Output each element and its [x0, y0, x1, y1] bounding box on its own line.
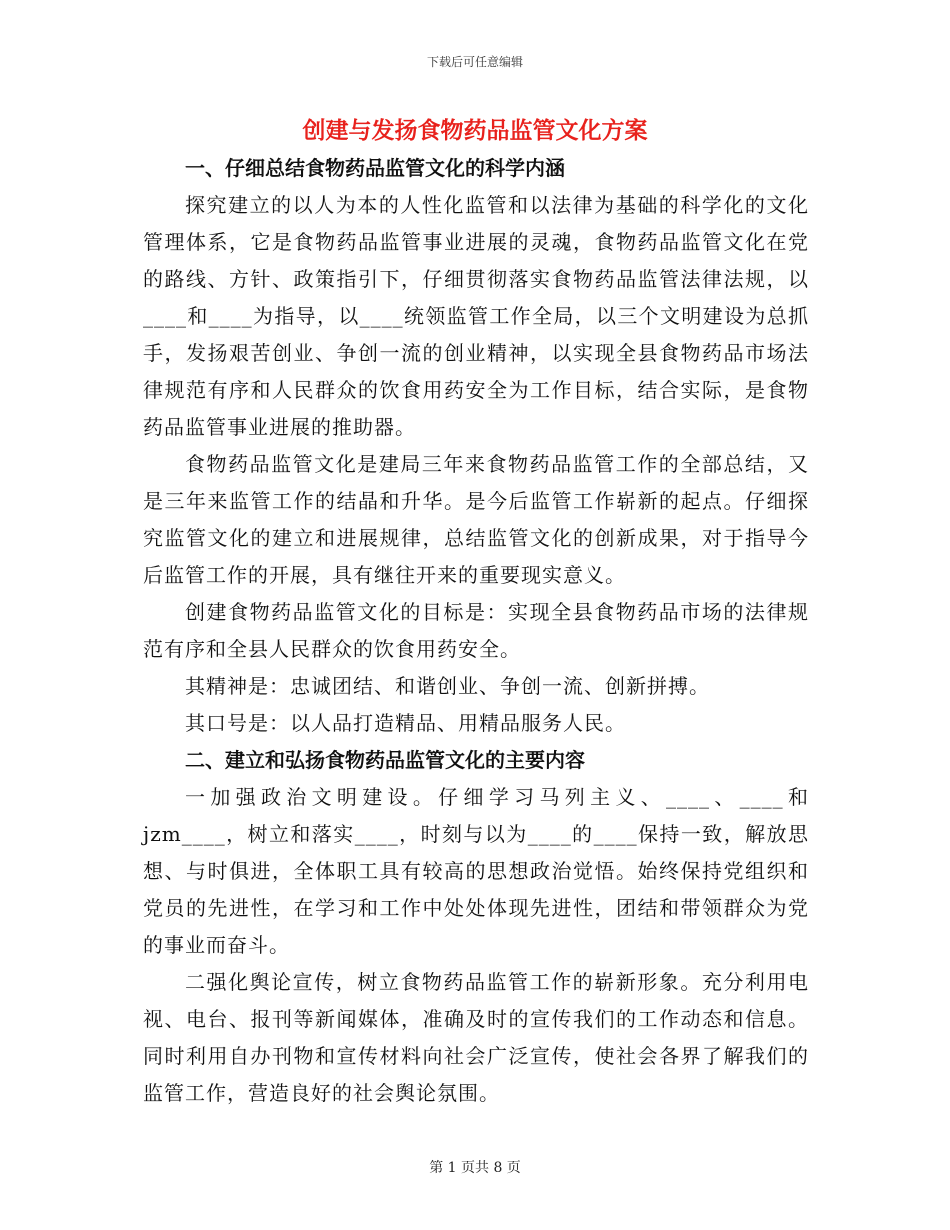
page-footer-number: 第 1 页共 8 页	[429, 1160, 521, 1176]
section-2-paragraph-2: 二强化舆论宣传，树立食物药品监管工作的崭新形象。充分利用电视、电台、报刊等新闻媒体，准确及时的宣传我们的工作动态和信息。同时利用自办刊物和宣传材料向社会广泛宣传，使社会各界了解我们的监管工作，营造良好的社会舆论氛围。	[143, 970, 809, 1105]
section-2-heading: 二、建立和弘扬食物药品监管文化的主要内容	[185, 748, 585, 772]
page-header-note: 下载后可任意编辑	[426, 55, 523, 69]
section-2-paragraph-1: 一加强政治文明建设。仔细学习马列主义、____、____和jzm____，树立和落实____，时刻与以为____的____保持一致，解放思想、与时俱进，全体职工具有较高的思想政治觉悟。始终保持党组织和党员的先进性，在学习和工作中处处体现先进性，团结和带领群众为党的事业而奋斗。	[143, 785, 809, 957]
section-1-heading: 一、仔细总结食物药品监管文化的科学内涵	[185, 156, 565, 180]
section-1-paragraph-1: 探究建立的以人为本的人性化监管和以法律为基础的科学化的文化管理体系，它是食物药品监管事业进展的灵魂，食物药品监管文化在党的路线、方针、政策指引下，仔细贯彻落实食物药品监管法律法规，以____和____为指导，以____统领监管工作全局，以三个文明建设为总抓手，发扬艰苦创业、争创一流的创业精神，以实现全县食物药品市场法律规范有序和人民群众的饮食用药安全为工作目标，结合实际，是食物药品监管事业进展的推助器。	[143, 193, 809, 439]
document-title: 创建与发扬食物药品监管文化方案	[302, 118, 648, 144]
section-1-paragraph-4: 其精神是：忠诚团结、和谐创业、争创一流、创新拼搏。	[185, 674, 710, 698]
section-1-paragraph-2: 食物药品监管文化是建局三年来食物药品监管工作的全部总结，又是三年来监管工作的结晶和升华。是今后监管工作崭新的起点。仔细探究监管文化的建立和进展规律，总结监管文化的创新成果，对于指导今后监管工作的开展，具有继往开来的重要现实意义。	[143, 452, 809, 587]
section-1-paragraph-3: 创建食物药品监管文化的目标是：实现全县食物药品市场的法律规范有序和全县人民群众的饮食用药安全。	[143, 600, 809, 661]
document-body	[143, 150, 809, 1112]
section-1-paragraph-5: 其口号是：以人品打造精品、用精品服务人民。	[185, 711, 626, 735]
